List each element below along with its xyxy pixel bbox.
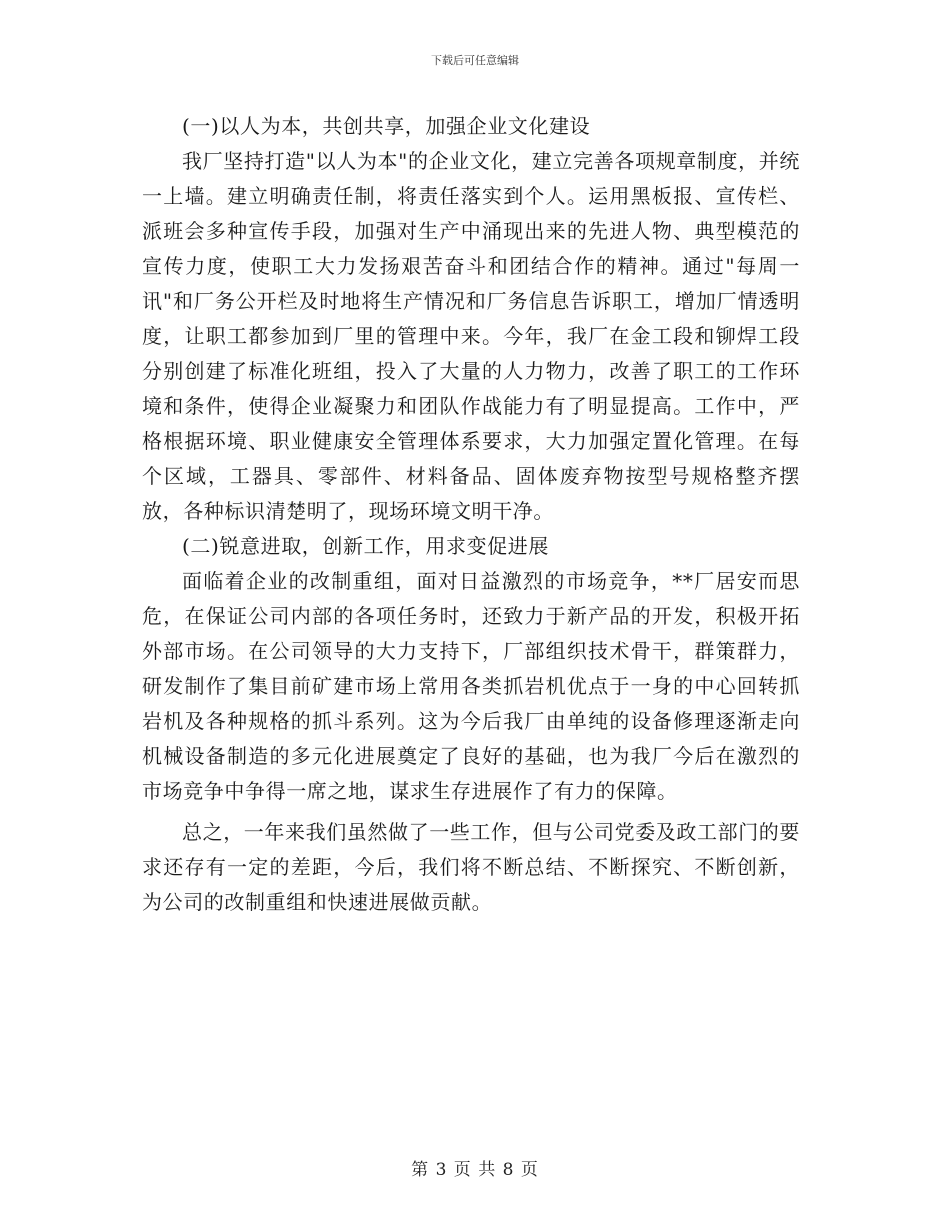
document-body bbox=[142, 109, 800, 920]
conclusion-paragraph: 总之，一年来我们虽然做了一些工作，但与公司党委及政工部门的要求还存有一定的差距，今后，我们将不断总结、不断探究、不断创新，为公司的改制重组和快速进展做贡献。 bbox=[142, 820, 800, 914]
page-number: 第 3 页 共 8 页 bbox=[411, 1160, 539, 1180]
section-2-heading: (二)锐意进取，创新工作，用求变促进展 bbox=[182, 534, 550, 558]
section-1-heading: (一)以人为本，共创共享，加强企业文化建设 bbox=[182, 114, 591, 138]
section-1-paragraph: 我厂坚持打造"以人为本"的企业文化，建立完善各项规章制度，并统一上墙。建立明确责任制，将责任落实到个人。运用黑板报、宣传栏、派班会多种宣传手段，加强对生产中涌现出来的先进人物、典型模范的宣传力度，使职工大力发扬艰苦奋斗和团结合作的精神。通过"每周一讯"和厂务公开栏及时地将生产情况和厂务信息告诉职工，增加厂情透明度，让职工都参加到厂里的管理中来。今年，我厂在金工段和铆焊工段分别创建了标准化班组，投入了大量的人力物力，改善了职工的工作环境和条件，使得企业凝聚力和团队作战能力有了明显提高。工作中，严格根据环境、职业健康安全管理体系要求，大力加强定置化管理。在每个区域，工器具、零部件、材料备品、固体废弃物按型号规格整齐摆放，各种标识清楚明了，现场环境文明干净。 bbox=[142, 149, 800, 523]
page-header-note: 下载后可任意编辑 bbox=[431, 54, 519, 67]
section-2-paragraph: 面临着企业的改制重组，面对日益激烈的市场竞争，**厂居安而思危，在保证公司内部的各项任务时，还致力于新产品的开发，积极开拓外部市场。在公司领导的大力支持下，厂部组织技术骨干，群策群力，研发制作了集目前矿建市场上常用各类抓岩机优点于一身的中心回转抓岩机及各种规格的抓斗系列。这为今后我厂由单纯的设备修理逐渐走向机械设备制造的多元化进展奠定了良好的基础，也为我厂今后在激烈的市场竞争中争得一席之地，谋求生存进展作了有力的保障。 bbox=[142, 569, 800, 803]
